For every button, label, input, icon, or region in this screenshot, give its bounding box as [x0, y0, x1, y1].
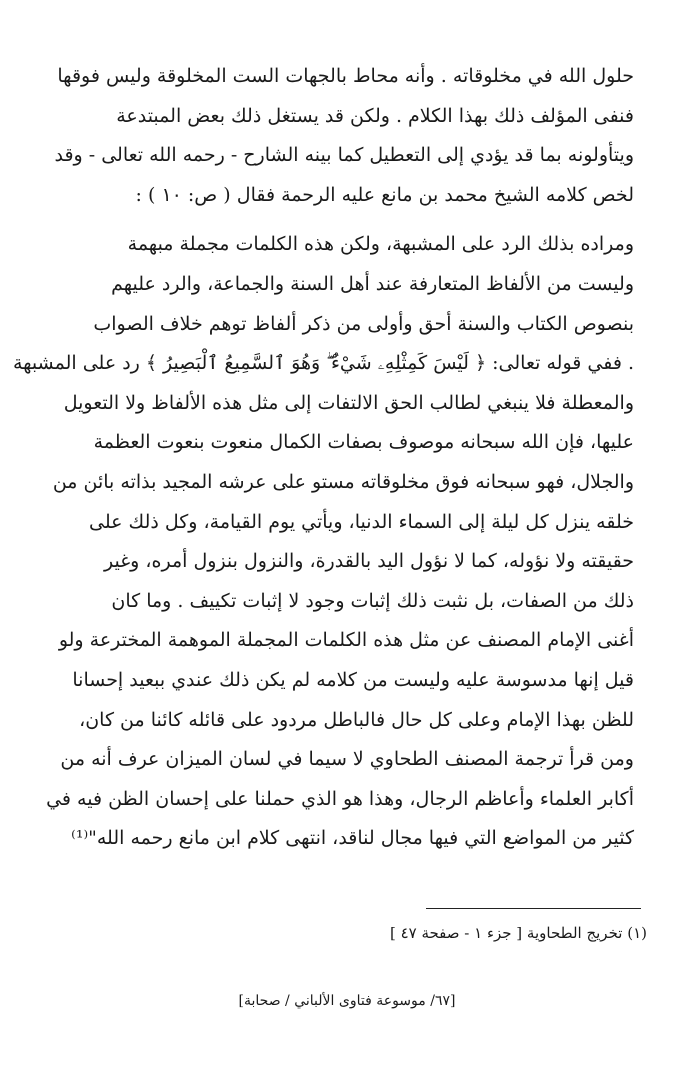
- text-line: ومراده بذلك الرد على المشبهة، ولكن هذه الكلمات مجملة مبهمة: [127, 233, 634, 256]
- text-line: للظن بهذا الإمام وعلى كل حال فالباطل مردود على قائله كائنا من كان،: [79, 708, 634, 731]
- text-line: قيل إنها مدسوسة عليه وليست من كلامه لم يكن ذلك عندي ببعيد إحسانا: [72, 668, 634, 691]
- footnote-divider: [426, 908, 641, 909]
- footnote: (١) تخريج الطحاوية [ جزء ١ - صفحة ٤٧ ]: [389, 924, 647, 942]
- text-line: ذلك من الصفات، بل نثبت ذلك إثبات وجود لا إثبات تكييف . وما كان: [111, 589, 634, 612]
- text-line: لخص كلامه الشيخ محمد بن مانع عليه الرحمة فقال ( ص: ١٠ ) :: [135, 183, 634, 206]
- text-line: وليست من الألفاظ المتعارفة عند أهل السنة والجماعة، والرد عليهم: [111, 272, 634, 295]
- text-line: أكابر العلماء وأعاظم الرجال، وهذا هو الذي حملنا على إحسان الظن فيه في: [46, 787, 634, 810]
- text-line: حقيقته ولا نؤوله، كما لا نؤول اليد بالقدرة، والنزول بنزول أمره، وغير: [104, 550, 634, 573]
- text-line: خلقه ينزل كل ليلة إلى السماء الدنيا، ويأتي يوم القيامة، وكل ذلك على: [89, 510, 634, 533]
- text-line: ويتأولونه بما قد يؤدي إلى التعطيل كما بينه الشارح - رحمه الله تعالى - وقد: [54, 144, 634, 167]
- paragraph-gap: [98, 215, 634, 225]
- text-line: بنصوص الكتاب والسنة أحق وأولى من ذكر ألفاظ توهم خلاف الصواب: [93, 312, 634, 335]
- text-line: أغنى الإمام المصنف عن مثل هذه الكلمات المجملة الموهمة المخترعة ولو: [58, 629, 634, 652]
- text-line: حلول الله في مخلوقاته . وأنه محاط بالجهات الست المخلوقة وليس فوقها: [57, 65, 634, 87]
- body-text: [12, 57, 634, 859]
- page-footer: [٦٧/ موسوعة فتاوى الألباني / صحابة]: [238, 993, 456, 1009]
- text-line: والجلال، فهو سبحانه فوق مخلوقاته مستو على عرشه المجيد بذاته بائن من: [52, 470, 634, 493]
- text-line: . ففي قوله تعالى: ﴿ لَيْسَ كَمِثْلِهِۦ شَيْءٌ ۖ وَهُوَ ٱلسَّمِيعُ ٱلْبَصِيرُ ﴾ رد على المشبهة: [12, 352, 634, 375]
- text-line: عليها، فإن الله سبحانه موصوف بصفات الكمال منعوت بنعوت العظمة: [93, 431, 634, 454]
- text-line: والمعطلة فلا ينبغي لطالب الحق الالتفات إلى مثل هذه الألفاظ ولا التعويل: [63, 391, 634, 414]
- text-line: فنفى المؤلف ذلك بهذا الكلام . ولكن قد يستغل ذلك بعض المبتدعة: [116, 104, 634, 127]
- text-line: ومن قرأ ترجمة المصنف الطحاوي لا سيما في لسان الميزان عرف أنه من: [60, 748, 634, 771]
- text-line: كثير من المواضع التي فيها مجال لناقد، انتهى كلام ابن مانع رحمه الله"⁽¹⁾: [71, 827, 634, 850]
